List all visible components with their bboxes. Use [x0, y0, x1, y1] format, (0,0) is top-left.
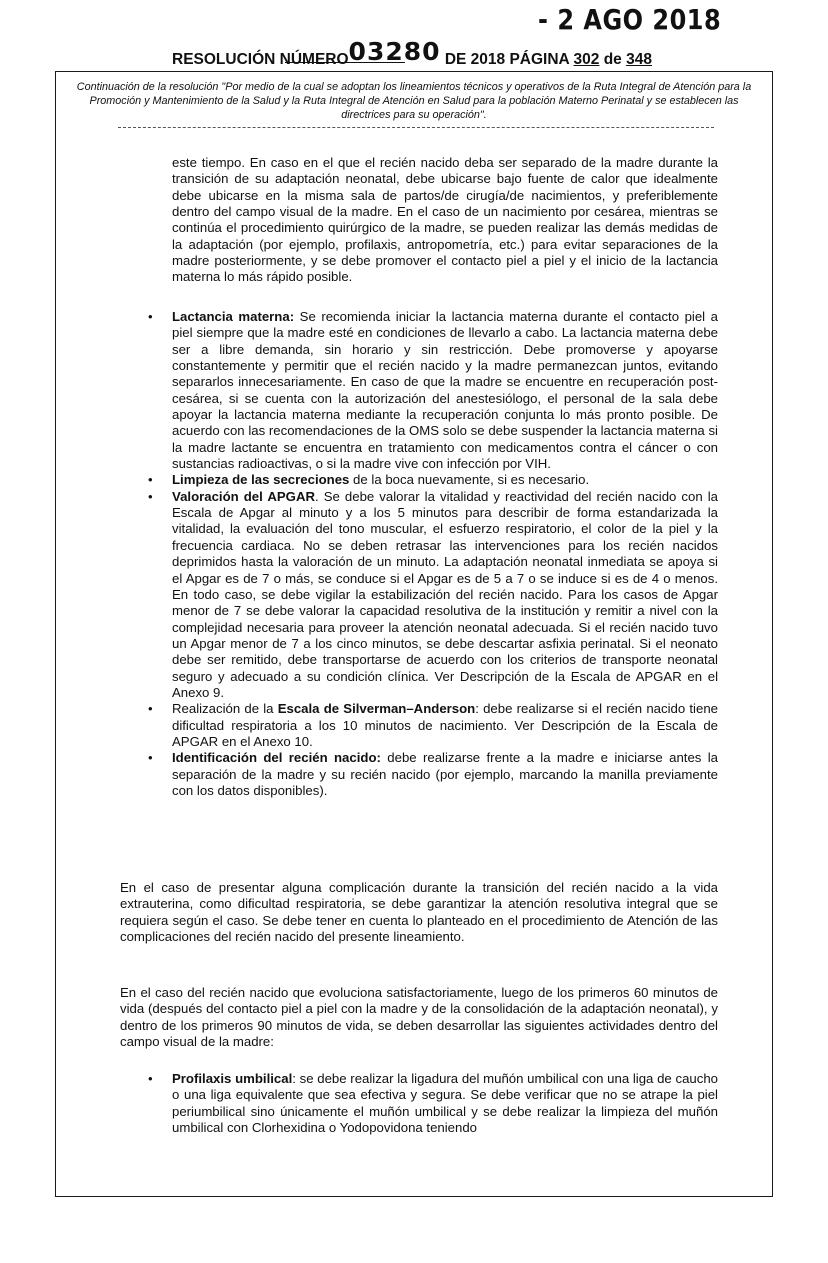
resolution-number-stamp: 03280 — [348, 37, 441, 66]
item-lead: Realización de la — [172, 701, 278, 717]
item-heading: Escala de Silverman–Anderson — [277, 701, 476, 717]
number-underline — [285, 62, 405, 63]
dashed-divider — [118, 127, 714, 128]
bullet-dot: • — [148, 472, 153, 488]
item-heading: Profilaxis umbilical — [172, 1071, 293, 1086]
item-text: . Se debe valorar la vitalidad y reactividad del recién nacido con la Escala de Apgar al minuto y a los 5 minutos para describir de forma estandarizada la vitalidad, la evaluación del tono muscular, el esfuerzo respiratorio, el color de la piel y la frecuencia cardiaca. No se deben retrasar las intervenciones para los recién nacidos deprimidos hasta la valoración de un minuto. La adaptación neonatal inmediata se apoya si el Apgar es de 7 o más, se conduce si el Apgar es de 5 a 7 o se induce si es de 4 o menos. En todo caso, se debe vigilar la estabilización del recién nacido. Para los casos de Apgar menor de 7 se debe valorar la capacidad resolutiva de la institución y remitir a nivel con la complejidad necesaria para proveer la atención neonatal adecuada. Si el recién nacido tuvo un Apgar menor de 7 a los cinco minutos, se debe descartar asfixia perinatal. Si el neonato debe ser remitido, debe transportarse de acuerdo con los criterios de transporte neonatal seguro y adecuado a su condición clínica. Ver Descripción de la Escala de APGAR en el Anexo 9. — [172, 488, 719, 700]
bullet-dot: • — [148, 309, 153, 324]
resolution-header — [172, 37, 652, 70]
list-item-apgar — [148, 489, 718, 701]
item-text: : se debe realizar la ligadura del muñón umbilical con una liga de caucho o una liga equivalente que sea efectiva y segura. Se debe verificar que no se atrape la piel periumbilical sino únicamente el muñón umbilical y se debe realizar la limpieza del muñón umbilical con Clorhexidina o Yodopovidona teniendo — [172, 1071, 718, 1136]
header-page-number: 302 — [573, 51, 600, 68]
bullet-dot: • — [148, 750, 153, 766]
item-heading: Valoración del APGAR — [172, 488, 315, 504]
item-text: Se recomienda iniciar la lactancia materna durante el contacto piel a piel siempre que la madre esté en condiciones de llevarlo a cabo. La lactancia materna debe ser a libre demanda, sin horario y sin restricción. Debe promoverse y apoyarse constantemente y permitir que el recién nacido y la madre permanezcan juntos, evitando separarlos innecesariamente. En caso de que la madre se encuentre en recuperación post-cesárea, si se cuenta con la autorización del anestesiólogo, el personal de la sala debe apoyar la lactancia materna mediante la recuperación conjunta lo más pronto posible. De acuerdo con las recomendaciones de la OMS solo se debe suspender la lactancia materna si la madre lactante se encuentra en tratamiento con medicamentos contra el cáncer o con sustancias radioactivas, o si la madre vive con infección por VIH. — [172, 309, 718, 472]
activities-list — [148, 1071, 718, 1136]
item-text: : debe realizarse si el recién nacido tiene dificultad respiratoria a los 10 minutos de nacimiento. Ver Descripción de la Escala de APGAR en el Anexo 10. — [172, 701, 718, 749]
header-of-word: de — [603, 51, 622, 68]
header-total-pages: 348 — [626, 51, 652, 68]
complications-paragraph: En el caso de presentar alguna complicación durante la transición del recién nacido a la vida extrauterina, como dificultad respiratoria, se debe garantizar la atención resolutiva integral que se requiera según el caso. Se debe tener en cuenta lo planteado en el procedimiento de Atención de las complicaciones del recién nacido del presente lineamiento. — [120, 880, 718, 945]
continuation-note: Continuación de la resolución "Por medio de la cual se adoptan los lineamientos técnicos y operativos de la Ruta Integral de Atención para la Promoción y Mantenimiento de la Salud y la Ruta Integral de Atención en Salud para la población Materno Perinatal y se establecen las directrices para su operación". — [76, 81, 752, 121]
item-heading: Limpieza de las secreciones — [172, 472, 350, 488]
date-stamp: - 2 AGO 2018 — [538, 3, 722, 37]
list-item-limpieza — [148, 472, 718, 488]
header-title-prefix: RESOLUCIÓN NÚMERO — [172, 51, 349, 68]
list-item-lactancia — [148, 309, 718, 472]
list-item-profilaxis — [148, 1071, 718, 1136]
bullet-dot: • — [148, 701, 153, 717]
activities-paragraph: En el caso del recién nacido que evoluciona satisfactoriamente, luego de los primeros 60 minutos de vida (después del contacto piel a piel con la madre y de la consolidación de la adaptación neonatal), y dentro de los primeros 90 minutos de vida, se deben desarrollar las siguientes actividades dentro del campo visual de la madre: — [120, 985, 718, 1050]
list-item-silverman — [148, 701, 718, 750]
measures-list — [148, 309, 718, 799]
bullet-dot: • — [148, 488, 153, 504]
item-heading: Lactancia materna: — [172, 309, 295, 324]
list-item-identificacion — [148, 750, 718, 799]
header-title-suffix: DE 2018 PÁGINA — [444, 51, 570, 68]
item-text: debe realizarse frente a la madre e iniciarse antes la separación de la madre y su recién nacido (por ejemplo, marcando la manilla previamente con los datos disponibles). — [172, 750, 718, 798]
item-heading: Identificación del recién nacido: — [172, 750, 381, 766]
item-text: de la boca nuevamente, si es necesario. — [349, 472, 590, 488]
bullet-dot: • — [148, 1071, 153, 1086]
continued-paragraph: este tiempo. En caso en el que el recién nacido deba ser separado de la madre durante la transición de su adaptación neonatal, debe ubicarse bajo fuente de calor que idealmente debe ubicarse en la misma sala de partos/de cirugía/de nacimientos, y preferiblemente dentro del campo visual de la madre. En el caso de un nacimiento por cesárea, mientras se continúa el procedimiento quirúrgico de la madre, se pueden realizar las demás medidas de la adaptación (por ejemplo, profilaxis, antropometría, etc.) para evitar separaciones de la madre posteriormente, y se debe promover el contacto piel a piel y el inicio de la lactancia materna lo más rápido posible. — [172, 155, 718, 285]
